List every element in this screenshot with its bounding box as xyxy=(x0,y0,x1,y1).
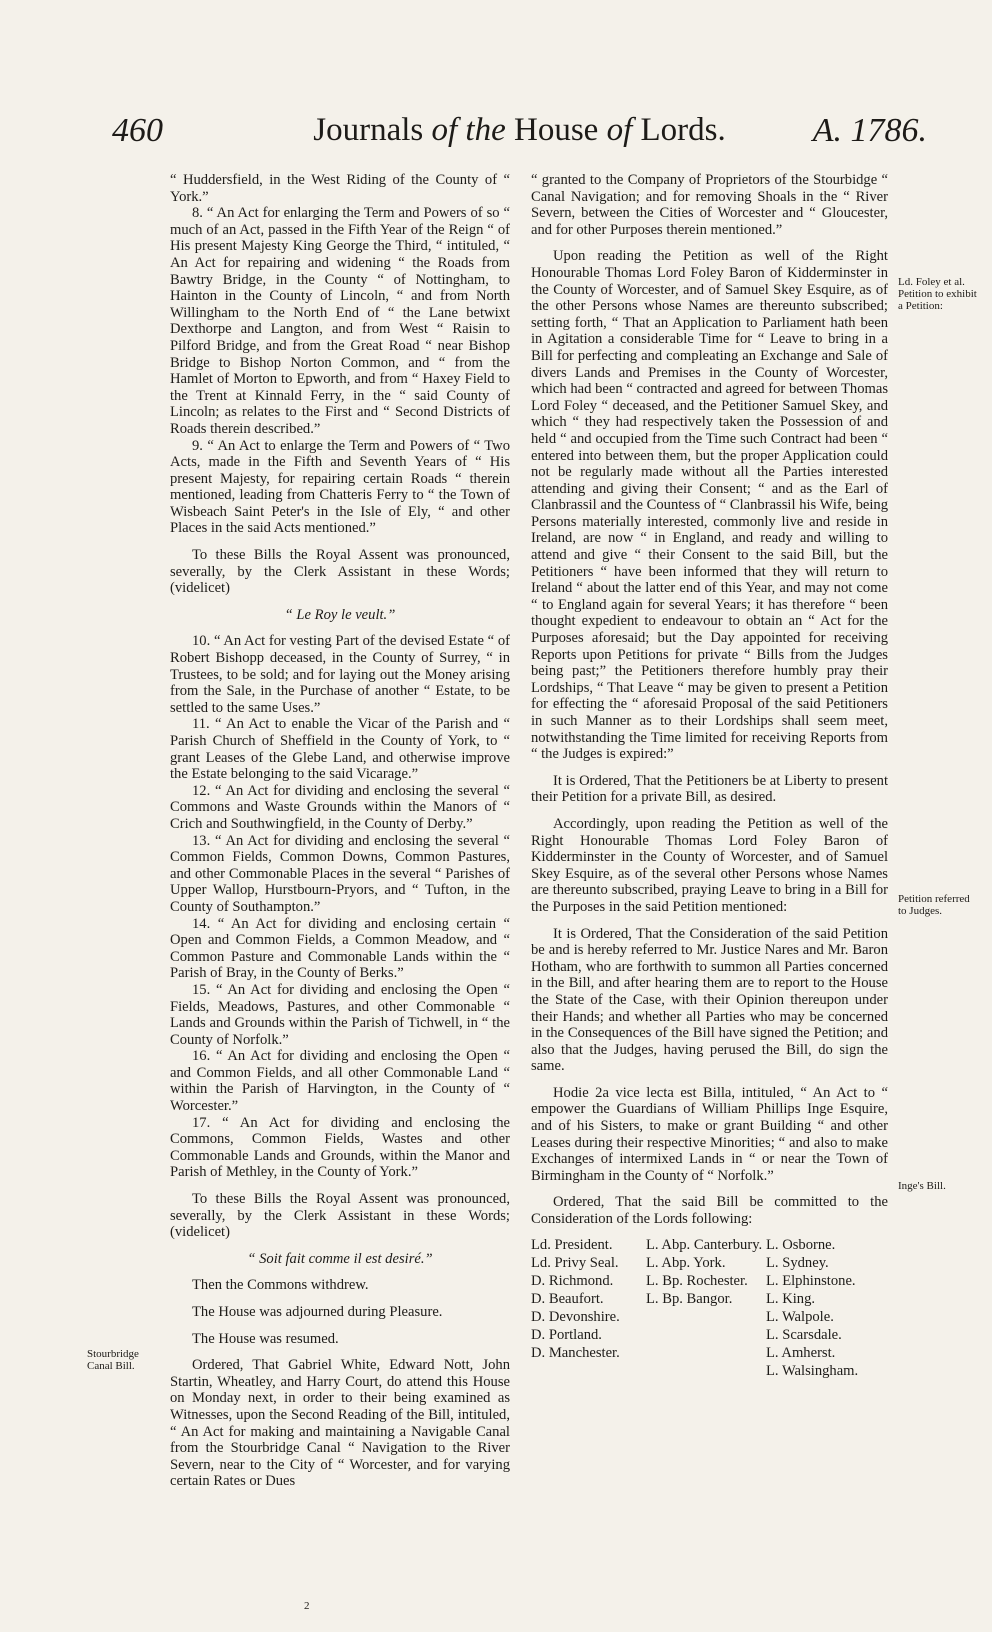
lord-name: L. Elphinstone. xyxy=(766,1272,856,1289)
lords-list xyxy=(531,1236,888,1380)
lord-name: L. Walsingham. xyxy=(766,1362,859,1379)
accordingly-petition: Accordingly, upon reading the Petition as well of the Right Honourable Thomas Lord Foley Baron of Kidderminster in the County of Worcester, and of Samuel Skey Esquire, as of the several other Persons whose Names are thereunto subscribed, praying Leave to bring in a Bill for the Purposes in the said Petition mentioned: xyxy=(531,815,888,915)
lord-name: L. Sydney. xyxy=(766,1254,829,1271)
inge-bill: Hodie 2a vice lecta est Billa, intituled, “ An Act to “ empower the Guardians of William Phillips Inge Esquire, and of his Sisters, to make or grant Building “ and other Leases during their respective Minorities; “ and also to make Exchanges of intermixed Lands in “ or near the Town of Birmingham in the County of “ Norfolk.” xyxy=(531,1084,888,1184)
lord-name: L. Walpole. xyxy=(766,1308,834,1325)
lord-name: L. Bp. Bangor. xyxy=(646,1290,733,1307)
lords-col-1 xyxy=(531,1236,646,1380)
act-14: 14. “ An Act for dividing and enclosing certain “ Open and Common Fields, a Common Meadow, and “ Common Pasture and Commonable Lands within the “ Parish of Bray, in the County of Berks.” xyxy=(170,915,510,982)
act-15: 15. “ An Act for dividing and enclosing the Open “ Fields, Meadows, Pastures, and other Commonable “ Lands and Grounds within the Parish of Tichwell, in “ the County of Norfolk.” xyxy=(170,981,510,1048)
lords-col-2 xyxy=(646,1236,766,1380)
lords-col-3 xyxy=(766,1236,876,1380)
right-column xyxy=(531,172,888,1380)
soit-fait: “ Soit fait comme il est desiré.” xyxy=(247,1250,433,1267)
royal-assent-1: To these Bills the Royal Assent was pronounced, severally, by the Clerk Assistant in these Words; (videlicet) xyxy=(170,547,510,597)
paragraph: “ granted to the Company of Proprietors of the Stourbidge “ Canal Navigation; and for removing Shoals in the “ River Severn, between the Cities of Worcester and “ Gloucester, and for other Purposes therein mentioned.” xyxy=(531,172,888,238)
lord-name: D. Devonshire. xyxy=(531,1308,620,1325)
margin-note-inge: Inge's Bill. xyxy=(898,1180,946,1192)
journal-title: Journals of the House of Lords. xyxy=(313,112,726,148)
lord-name: L. Bp. Rochester. xyxy=(646,1272,748,1289)
house-adjourned: The House was adjourned during Pleasure. xyxy=(192,1304,443,1320)
act-17: 17. “ An Act for dividing and enclosing the Commons, Common Fields, Wastes and other Commonable Lands and Grounds, within the Manor and Parish of Methley, in the County of York.” xyxy=(170,1114,510,1181)
margin-note-petition: Petition referred to Judges. xyxy=(898,893,970,917)
order-liberty: It is Ordered, That the Petitioners be at Liberty to present their Petition for a private Bill, as desired. xyxy=(531,772,888,806)
le-roy-le-veult: “ Le Roy le veult.” xyxy=(284,606,396,623)
lord-name: D. Beaufort. xyxy=(531,1290,604,1307)
margin-note-stourbridge: Stourbridge Canal Bill. xyxy=(87,1348,139,1372)
act-13: 13. “ An Act for dividing and enclosing the several “ Common Fields, Common Downs, Common Pastures, and other Commonable Places in the several “ Parishes of Upper Wallop, Hurstbourn-Pryors, and “ Tufton, in the County of Southampton.” xyxy=(170,832,510,915)
lord-name: L. Abp. Canterbury. xyxy=(646,1236,763,1253)
lord-name: D. Manchester. xyxy=(531,1344,620,1361)
act-12: 12. “ An Act for dividing and enclosing the several “ Commons and Waste Grounds within the Manors of “ Crich and Southwingfield, in the County of Derby.” xyxy=(170,782,510,832)
lord-name: L. Scarsdale. xyxy=(766,1326,842,1343)
act-10: 10. “ An Act for vesting Part of the devised Estate “ of Robert Bishopp deceased, in the County of Surrey, “ in Trustees, to be sold; and for laying out the Money arising from the Sale, in the Purchase of another “ Estate, to be settled to the same Uses.” xyxy=(170,633,510,716)
order-committed: Ordered, That the said Bill be committed to the Consideration of the Lords following: xyxy=(531,1194,888,1228)
left-column xyxy=(170,172,510,1490)
lord-name: Ld. President. xyxy=(531,1236,613,1253)
house-resumed: The House was resumed. xyxy=(192,1330,339,1347)
act-9: 9. “ An Act to enlarge the Term and Powers of “ Two Acts, made in the Fifth and Seventh Years of “ His present Majesty, for repairing certain Roads “ therein mentioned, leading from Chatteris Ferry to “ the Town of Wisbeach Saint Peter's in the Isle of Ely, “ and other Places in the said Acts mentioned.” xyxy=(170,437,510,537)
paragraph: “ Huddersfield, in the West Riding of the County of “ York.” xyxy=(170,172,510,205)
page-number: 460 xyxy=(112,112,163,149)
lord-name: L. Amherst. xyxy=(766,1344,836,1361)
order-judges: It is Ordered, That the Consideration of the said Petition be and is hereby referred to Mr. Justice Nares and Mr. Baron Hotham, who are forthwith to summon all Parties concerned in the Bill, and after hearing them are to report to the House the State of the Case, with their Opinion thereupon under their Hands; and whether all Parties who may be concerned in the Consequences of the Bill have signed the Petition; and also that the Judges, having perused the Bill, do sign the same. xyxy=(531,925,888,1075)
commons-withdrew: Then the Commons withdrew. xyxy=(192,1277,369,1294)
lord-name: Ld. Privy Seal. xyxy=(531,1254,619,1271)
page-header xyxy=(112,108,927,158)
signature-mark: 2 xyxy=(304,1600,310,1612)
lord-name: L. Osborne. xyxy=(766,1236,836,1253)
margin-note-foley: Ld. Foley et al. Petition to exhibit a Petition: xyxy=(898,276,977,312)
lord-name: L. King. xyxy=(766,1290,816,1307)
foley-petition: Upon reading the Petition as well of the Right Honourable Thomas Lord Foley Baron of Kidderminster in the County of Worcester, and of Samuel Skey Esquire, as of the other Persons whose Names are thereunto subscribed; setting forth, “ That an Application to Parliament hath been in Agitation a considerable Time for “ Leave to bring in a Bill for perfecting and compleating an Exchange and Sale of divers Lands and Premises in the County of Worcester, which had been “ contracted and agreed for between Thomas Lord Foley “ deceased, and the Petitioner Samuel Skey, and which “ they had respectively taken the Possession of and held “ and occupied from the Time such Contract had been “ entered into between them, but the proper Application could not be regularly made without all the Parties interested attending and giving their Consent; “ and as the Earl of Clanbrassil and the Countess of “ Clanbrassil his Wife, being Persons materially interested, commonly live and reside in Ireland, are now “ in England, and ready and willing to attend and give “ their Consent to the said Bill, but the Petitioners “ have been informed that they will return to Ireland “ about the latter end of this Year, and may not come “ to England again for several Years; it has therefore “ been thought expedient to endeavour to obtain an “ Act for the Purposes aforesaid; but the Day appointed for receiving Reports upon Petitions for private “ Bills from the Judges being past;” the Petitioners therefore humbly pray their Lordships, “ That Leave “ may be given to present a Petition for effecting the “ aforesaid Proposal of the said Petitioners in such Manner as to their Lordships shall seem meet, notwithstanding the Time limited for receiving Reports from “ the Judges is expired:” xyxy=(531,248,888,763)
act-11: 11. “ An Act to enable the Vicar of the Parish and “ Parish Church of Sheffield in the County of York, to “ grant Leases of the Glebe Land, and otherwise improve the Estate belonging to the said Vicarage.” xyxy=(170,716,510,783)
lord-name: L. Abp. York. xyxy=(646,1254,726,1271)
act-8: 8. “ An Act for enlarging the Term and Powers of so “ much of an Act, passed in the Fifth Year of the Reign “ of His present Majesty King George the Third, “ intituled, “ An Act for repairing and widening “ the Roads from Bawtry Bridge, in the County “ of Nottingham, to Hainton in the County of Lincoln, “ and from North Willingham to the North End of “ the Lane betwixt Dexthorpe and Langton, and from West “ Raisin to Pilford Bridge, and from the Great Road “ near Bishop Bridge to Bishop Norton Common, and “ from the Hamlet of Morton to Epworth, and from “ Haxey Field to the Trent at Kinnald Ferry, in the “ said County of Lincoln; as relates to the First and “ Second Districts of Roads therein described.” xyxy=(170,205,510,437)
lord-name: D. Portland. xyxy=(531,1326,602,1343)
royal-assent-2: To these Bills the Royal Assent was pronounced, severally, by the Clerk Assistant in these Words; (videlicet) xyxy=(170,1191,510,1241)
lord-name: D. Richmond. xyxy=(531,1272,614,1289)
stourbridge-order: Ordered, That Gabriel White, Edward Nott, John Startin, Wheatley, and Harry Court, do attend this House on Monday next, in order to their being examined as Witnesses, upon the Second Reading of the Bill, intituled, “ An Act for making and maintaining a Navigable Canal from the Stourbridge Canal “ Navigation to the River Severn, near to the City of “ Worcester, and for varying certain Rates or Dues xyxy=(170,1357,510,1490)
year: A. 1786. xyxy=(812,112,927,149)
act-16: 16. “ An Act for dividing and enclosing the Open “ and Common Fields, and all other Commonable Land “ within the Parish of Harvington, in the County of “ Worcester.” xyxy=(170,1048,510,1115)
